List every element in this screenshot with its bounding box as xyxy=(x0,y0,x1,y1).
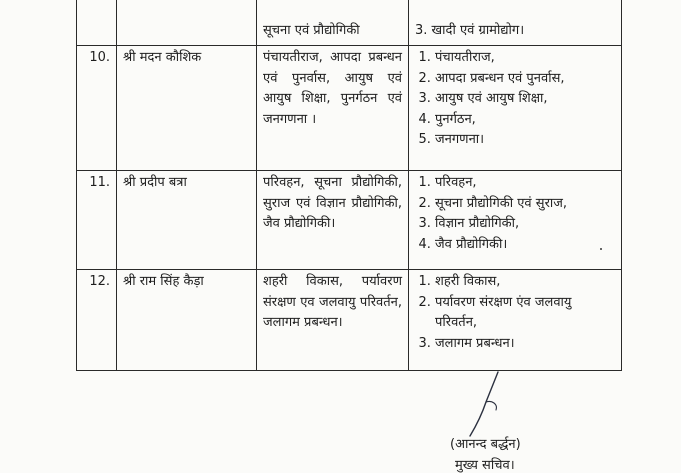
list-item: 4. पुनर्गठन, xyxy=(435,110,615,131)
list-item: 3. जलागम प्रबन्धन। xyxy=(435,334,615,355)
portfolio-cell xyxy=(257,0,409,46)
minister-name: श्री मदन कौशिक xyxy=(117,46,257,171)
portfolio-text: सूचना एवं प्रौद्योगिकी xyxy=(263,22,360,38)
signatory-name: (आनन्द बर्द्धन) xyxy=(450,437,521,452)
list-item: 2. पर्यावरण संरक्षण एंव जलवायु परिवर्तन, xyxy=(435,293,615,334)
allocated-list-cell xyxy=(409,0,622,46)
signature-scribble xyxy=(440,370,570,440)
portfolio-cell: पंचायतीराज, आपदा प्रबन्धन एवं पुनर्वास, आयुष एवं आयुष शिक्षा, पुनर्गठन एवं जनगणना । xyxy=(257,46,409,171)
table-row-partial xyxy=(77,0,622,46)
signatory-title: मुख्य सचिव। xyxy=(455,458,515,473)
list-item: 4. जैव प्रौद्योगिकी। xyxy=(435,235,615,256)
speck-mark xyxy=(600,248,602,250)
list-item: 3. विज्ञान प्रौद्योगिकी, xyxy=(435,214,615,235)
serial-cell: 11. xyxy=(77,171,117,270)
portfolio-cell: शहरी विकास, पर्यावरण संरक्षण एव जलवायु परिवर्तन, जलागम प्रबन्धन। xyxy=(257,270,409,371)
name-cell xyxy=(117,0,257,46)
table-row xyxy=(77,46,622,171)
list-item: 1. शहरी विकास, xyxy=(435,272,615,293)
table-row xyxy=(77,171,622,270)
serial-cell xyxy=(77,0,117,46)
list-item: 2. सूचना प्रौद्योगिकी एवं सुराज, xyxy=(435,194,615,215)
allocated-list-cell xyxy=(409,46,622,171)
list-item: 1. परिवहन, xyxy=(435,173,615,194)
list-item: 3. आयुष एवं आयुष शिक्षा, xyxy=(435,89,615,110)
allocated-list-cell xyxy=(409,171,622,270)
list-item: 3. खादी एवं ग्रामोद्योग। xyxy=(415,22,525,38)
table-row xyxy=(77,270,622,371)
serial-cell: 10. xyxy=(77,46,117,171)
serial-cell: 12. xyxy=(77,270,117,371)
allocated-list-cell xyxy=(409,270,622,371)
list-item: 5. जनगणना। xyxy=(435,130,615,151)
list-item: 1. पंचायतीराज, xyxy=(435,48,615,69)
minister-name: श्री प्रदीप बत्रा xyxy=(117,171,257,270)
minister-name: श्री राम सिंह कैड़ा xyxy=(117,270,257,371)
ministers-portfolio-table xyxy=(76,0,622,371)
list-item: 2. आपदा प्रबन्धन एवं पुनर्वास, xyxy=(435,69,615,90)
portfolio-cell: परिवहन, सूचना प्रौद्योगिकी, सुराज एवं विज्ञान प्रौद्योगिकी, जैव प्रौद्योगिकी। xyxy=(257,171,409,270)
